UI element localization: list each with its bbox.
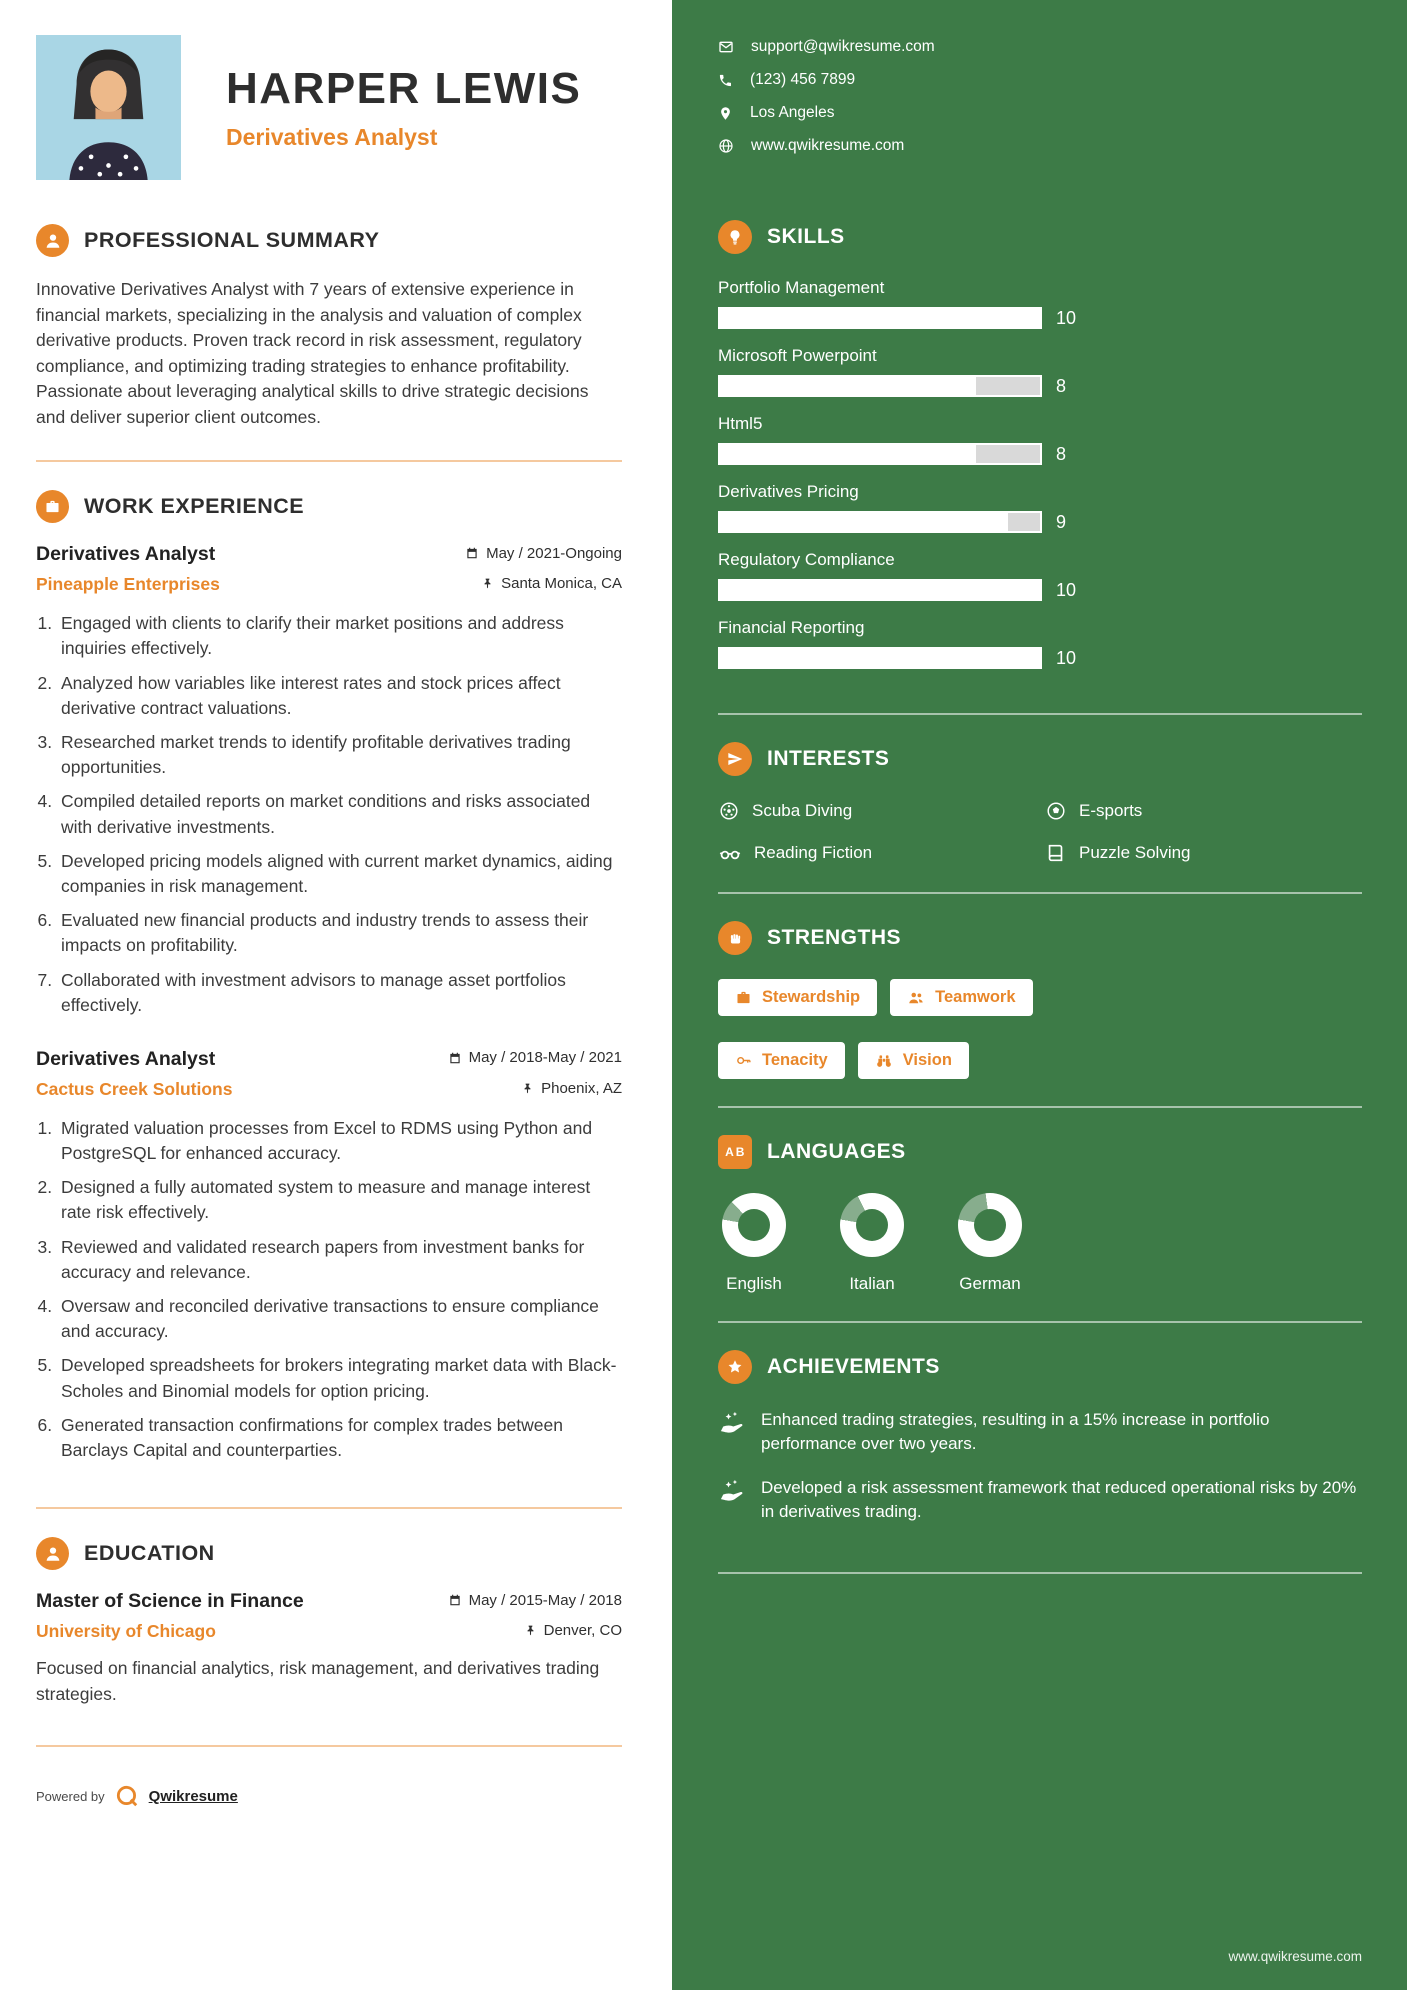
interest-item: E-sports [1045, 800, 1362, 822]
skill-bar [718, 375, 1042, 397]
job-location: Santa Monica, CA [481, 575, 622, 592]
interests-heading: INTERESTS [767, 747, 890, 770]
summary-text: Innovative Derivatives Analyst with 7 years of extensive experience in financial markets, specializing in the analysis and valuation of complex derivative products. Proven track record in risk assessment, regulatory compliance, and optimizing trading strategies to enhance profitability. Passionate about leveraging analytical skills to drive strategic decisions and deliver superior client outcomes. [36, 279, 589, 427]
job-entry [36, 543, 622, 1018]
achievements-section-header [718, 1350, 1362, 1384]
skill-score: 9 [1056, 511, 1067, 532]
envelope-icon [718, 39, 734, 55]
job-location: Phoenix, AZ [521, 1080, 622, 1097]
section-work-experience [36, 490, 622, 1493]
users-icon [907, 989, 925, 1007]
languages-section-header [718, 1135, 1362, 1169]
pushpin-icon [524, 1624, 537, 1637]
translate-icon: A B [718, 1135, 752, 1169]
job-dates: May / 2021-Ongoing [465, 545, 622, 562]
school-name: University of Chicago [36, 1621, 216, 1642]
contact-phone[interactable]: (123) 456 7899 [718, 71, 1362, 89]
education-dates: May / 2015-May / 2018 [448, 1592, 622, 1609]
job-bullet: 6. Evaluated new financial products and industry trends to assess their impacts on profitability. [57, 908, 622, 958]
language-item: German [958, 1193, 1022, 1294]
strengths-list [718, 979, 1362, 1079]
pushpin-icon [481, 577, 494, 590]
section-languages [718, 1135, 1362, 1294]
skills-section-header [718, 220, 1362, 254]
job-bullet: 6. Generated transaction confirmations for complex trades between Barclays Capital and counterparties. [57, 1413, 622, 1463]
contact-email[interactable]: support@qwikresume.com [718, 38, 1362, 56]
skill-item: Html5 8 [718, 414, 1067, 464]
candidate-name: HARPER LEWIS [226, 64, 582, 113]
contact-block [718, 38, 1362, 170]
person-icon [36, 224, 69, 257]
achievement-item: Enhanced trading strategies, resulting in a 15% increase in portfolio performance over two years. [718, 1408, 1362, 1456]
section-interests [718, 742, 1362, 865]
skill-bar [718, 307, 1042, 329]
sparkle-hand-icon [718, 1477, 746, 1505]
work-heading: WORK EXPERIENCE [84, 494, 305, 519]
section-divider [36, 1745, 622, 1747]
sidebar-footer-link[interactable]: www.qwikresume.com [1228, 1949, 1362, 1964]
education-section-header [36, 1537, 622, 1570]
main-column [0, 0, 672, 1990]
job-bullet: 5. Developed spreadsheets for brokers integrating market data with Black-Scholes and Binomial models for option pricing. [57, 1353, 622, 1403]
skills-heading: SKILLS [767, 225, 845, 248]
strength-chip-stewardship[interactable]: Stewardship [718, 979, 877, 1016]
section-education [36, 1537, 622, 1707]
language-donut [958, 1193, 1022, 1257]
skill-score: 10 [1056, 579, 1077, 600]
profile-photo-illustration [36, 35, 181, 180]
section-strengths [718, 921, 1362, 1079]
briefcase-icon [735, 989, 752, 1006]
key-icon [735, 1052, 752, 1069]
section-professional-summary [36, 224, 622, 430]
skill-score: 10 [1056, 647, 1077, 668]
profile-photo [36, 35, 181, 180]
interest-item: Scuba Diving [718, 800, 1035, 822]
education-description: Focused on financial analytics, risk management, and derivatives trading strategies. [36, 1658, 600, 1704]
achievement-item: Developed a risk assessment framework that reduced operational risks by 20% in derivatives trading. [718, 1476, 1362, 1524]
interest-item: Puzzle Solving [1045, 841, 1362, 865]
powered-by-footer [36, 1783, 622, 1809]
job-bullet: 3. Researched market trends to identify profitable derivatives trading opportunities. [57, 730, 622, 780]
resume-header [36, 35, 622, 180]
phone-icon [718, 73, 733, 88]
job-bullet: 1. Migrated valuation processes from Excel to RDMS using Python and PostgreSQL for enhanced accuracy. [57, 1116, 622, 1166]
calendar-icon [448, 1051, 462, 1065]
skill-bar [718, 647, 1042, 669]
qwikresume-link[interactable]: Qwikresume [148, 1787, 238, 1805]
job-bullet: 1. Engaged with clients to clarify their market positions and address inquiries effectively. [57, 611, 622, 661]
job-bullet: 2. Designed a fully automated system to measure and manage interest rate risk effectively. [57, 1175, 622, 1225]
skill-score: 10 [1056, 307, 1077, 328]
section-divider [36, 460, 622, 462]
powered-by-label: Powered by [36, 1788, 105, 1804]
language-donut [840, 1193, 904, 1257]
interests-list [718, 800, 1362, 865]
pushpin-icon [521, 1082, 534, 1095]
contact-location[interactable]: Los Angeles [718, 104, 1362, 122]
sidebar [672, 0, 1407, 1990]
section-skills [718, 220, 1362, 686]
job-title: Derivatives Analyst [36, 1047, 216, 1070]
degree-title: Master of Science in Finance [36, 1590, 304, 1613]
skill-item: Portfolio Management 10 [718, 278, 1077, 328]
sidebar-divider [718, 713, 1362, 715]
language-item: English [722, 1193, 786, 1294]
binoculars-icon [875, 1052, 893, 1070]
strength-chip-vision[interactable]: Vision [858, 1042, 969, 1079]
skill-item: Derivatives Pricing 9 [718, 482, 1067, 532]
globe-icon [718, 138, 734, 154]
calendar-icon [465, 546, 479, 560]
job-bullet: 7. Collaborated with investment advisors to manage asset portfolios effectively. [57, 968, 622, 1018]
language-donut [722, 1193, 786, 1257]
strength-chip-teamwork[interactable]: Teamwork [890, 979, 1032, 1016]
job-company: Pineapple Enterprises [36, 574, 220, 595]
name-block [226, 64, 581, 151]
interests-section-header [718, 742, 1362, 776]
job-entry [36, 1048, 622, 1463]
lightbulb-icon [718, 220, 752, 254]
skill-score: 8 [1056, 375, 1067, 396]
education-heading: EDUCATION [84, 1541, 215, 1566]
job-title: Derivatives Analyst [36, 543, 216, 566]
job-bullet-list [36, 611, 622, 1018]
summary-section-header [36, 224, 622, 257]
languages-heading: LANGUAGES [767, 1140, 906, 1163]
paper-plane-icon [718, 742, 752, 776]
briefcase-icon [36, 490, 69, 523]
sparkle-hand-icon [718, 1409, 746, 1437]
strength-chip-tenacity[interactable]: Tenacity [718, 1042, 845, 1079]
fist-icon [718, 921, 752, 955]
skill-item: Regulatory Compliance 10 [718, 550, 1077, 600]
interest-item: Reading Fiction [718, 841, 1035, 865]
job-company: Cactus Creek Solutions [36, 1078, 233, 1099]
section-divider [36, 1507, 622, 1509]
candidate-title: Derivatives Analyst [226, 124, 438, 150]
summary-heading: PROFESSIONAL SUMMARY [84, 228, 380, 252]
job-dates: May / 2018-May / 2021 [448, 1049, 622, 1066]
job-bullet: 3. Reviewed and validated research papers from investment banks for accuracy and relevance. [57, 1235, 622, 1285]
reading-glasses-icon [718, 841, 742, 865]
star-icon [718, 1350, 752, 1384]
graduate-icon [36, 1537, 69, 1570]
contact-website[interactable]: www.qwikresume.com [718, 137, 1362, 155]
skill-score: 8 [1056, 443, 1067, 464]
language-item: Italian [840, 1193, 904, 1294]
qwikresume-logo[interactable] [114, 1783, 140, 1809]
book-icon [1045, 842, 1067, 864]
achievements-heading: ACHIEVEMENTS [767, 1355, 940, 1378]
skill-bar [718, 443, 1042, 465]
strengths-section-header [718, 921, 1362, 955]
scuba-diving-icon [718, 800, 740, 822]
education-location: Denver, CO [524, 1622, 622, 1639]
strengths-heading: STRENGTHS [767, 926, 902, 949]
sidebar-divider [718, 1321, 1362, 1323]
sidebar-divider [718, 1106, 1362, 1108]
map-pin-icon [718, 106, 733, 121]
languages-list [718, 1193, 1362, 1294]
job-bullet: 4. Oversaw and reconciled derivative transactions to ensure compliance and accuracy. [57, 1294, 622, 1344]
work-section-header [36, 490, 622, 523]
skill-bar [718, 579, 1042, 601]
skill-bar [718, 511, 1042, 533]
sidebar-divider [718, 1572, 1362, 1574]
skill-item: Microsoft Powerpoint 8 [718, 346, 1067, 396]
section-achievements [718, 1350, 1362, 1545]
job-bullet-list [36, 1116, 622, 1463]
job-bullet: 5. Developed pricing models aligned with current market dynamics, aiding companies in risk management. [57, 849, 622, 899]
esports-icon [1045, 800, 1067, 822]
skill-item: Financial Reporting 10 [718, 618, 1077, 668]
calendar-icon [448, 1593, 462, 1607]
job-bullet: 4. Compiled detailed reports on market conditions and risks associated with derivative investments. [57, 789, 622, 839]
job-bullet: 2. Analyzed how variables like interest rates and stock prices affect derivative contract valuations. [57, 671, 622, 721]
sidebar-divider [718, 892, 1362, 894]
